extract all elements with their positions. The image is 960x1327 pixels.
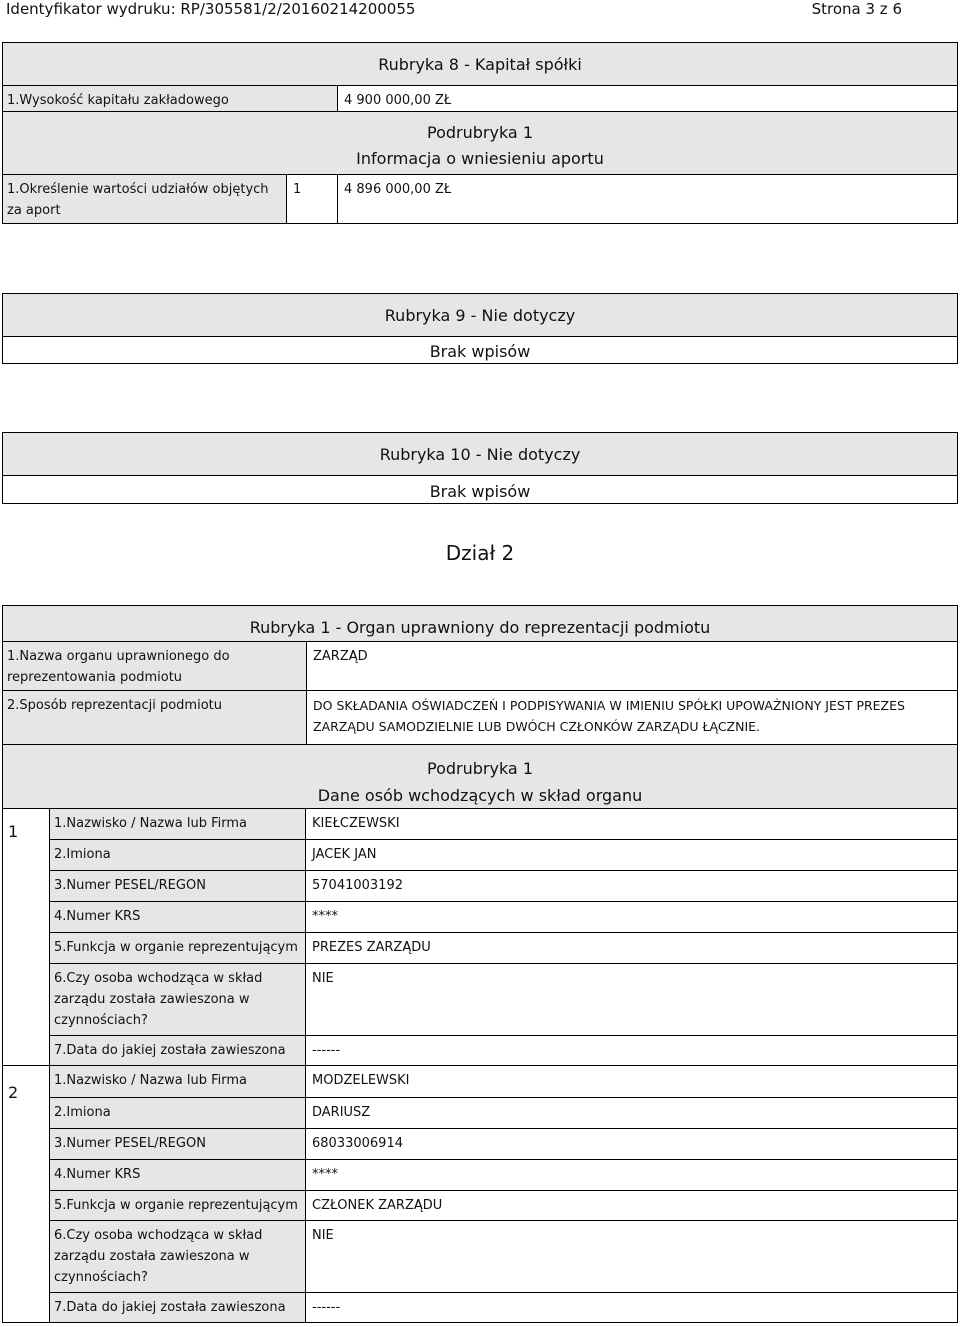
krs-value: ****	[305, 1159, 958, 1191]
krs-label: 4.Numer KRS	[49, 1159, 306, 1191]
rubryka8-header	[2, 42, 958, 86]
method-label: 2.Sposób reprezentacji podmiotu	[2, 690, 307, 745]
rubryka10-empty: Brak wpisów	[429, 482, 531, 501]
organ-value: ZARZĄD	[306, 641, 958, 691]
suspended-date-value: ------	[305, 1292, 958, 1323]
surname-value: MODZELEWSKI	[305, 1065, 958, 1098]
function-value: PREZES ZARZĄDU	[305, 932, 958, 964]
rubryka9-header	[2, 293, 958, 337]
suspended-value: NIE	[305, 963, 958, 1036]
surname-value: KIEŁCZEWSKI	[305, 808, 958, 840]
rubryka9-title: Rubryka 9 - Nie dotyczy	[384, 306, 576, 325]
aport-subheader	[2, 111, 958, 175]
organ-label: 1.Nazwa organu uprawnionego do reprezentowania podmiotu	[2, 641, 307, 691]
rubryka9-empty-row	[2, 336, 958, 364]
person-index: 1	[8, 822, 19, 841]
names-label: 2.Imiona	[49, 1097, 306, 1129]
capital-value: 4 900 000,00 ZŁ	[337, 85, 958, 112]
person-index: 2	[8, 1083, 19, 1102]
pesel-value: 57041003192	[305, 870, 958, 902]
suspended-date-label: 7.Data do jakiej została zawieszona	[49, 1035, 306, 1066]
function-label: 5.Funkcja w organie reprezentującym	[49, 1190, 306, 1221]
suspended-value: NIE	[305, 1220, 958, 1293]
rubryka1-header	[2, 605, 958, 642]
krs-value: ****	[305, 901, 958, 933]
function-label: 5.Funkcja w organie reprezentującym	[49, 932, 306, 964]
names-value: JACEK JAN	[305, 839, 958, 871]
suspended-date-value: ------	[305, 1035, 958, 1066]
rubryka10-empty-row	[2, 475, 958, 504]
names-label: 2.Imiona	[49, 839, 306, 871]
aport-subtitle2: Informacja o wniesieniu aportu	[356, 149, 604, 168]
names-value: DARIUSZ	[305, 1097, 958, 1129]
person-index-cell	[2, 808, 50, 1066]
pesel-label: 3.Numer PESEL/REGON	[49, 1128, 306, 1160]
rubryka8-title: Rubryka 8 - Kapitał spółki	[378, 55, 582, 74]
rubryka1-title: Rubryka 1 - Organ uprawniony do reprezentacji podmiotu	[249, 618, 711, 637]
suspended-label: 6.Czy osoba wchodząca w skład zarządu została zawieszona w czynnościach?	[49, 1220, 306, 1293]
rubryka10-header	[2, 432, 958, 476]
aport-label: 1.Określenie wartości udziałów objętych za aport	[2, 174, 287, 224]
persons-subtitle2: Dane osób wchodzących w skład organu	[317, 786, 643, 805]
aport-value: 4 896 000,00 ZŁ	[337, 174, 958, 224]
print-identifier: Identyfikator wydruku: RP/305581/2/20160214200055	[6, 0, 416, 18]
suspended-label: 6.Czy osoba wchodząca w skład zarządu została zawieszona w czynnościach?	[49, 963, 306, 1036]
aport-index: 1	[286, 174, 338, 224]
function-value: CZŁONEK ZARZĄDU	[305, 1190, 958, 1221]
suspended-date-label: 7.Data do jakiej została zawieszona	[49, 1292, 306, 1323]
persons-subtitle1: Podrubryka 1	[427, 759, 533, 778]
surname-label: 1.Nazwisko / Nazwa lub Firma	[49, 1065, 306, 1098]
pesel-label: 3.Numer PESEL/REGON	[49, 870, 306, 902]
section-title: Dział 2	[445, 541, 515, 565]
aport-subtitle1: Podrubryka 1	[427, 123, 533, 142]
page-number: Strona 3 z 6	[811, 0, 902, 18]
rubryka10-title: Rubryka 10 - Nie dotyczy	[379, 445, 581, 464]
method-value: DO SKŁADANIA OŚWIADCZEŃ I PODPISYWANIA W IMIENIU SPÓŁKI UPOWAŻNIONY JEST PREZES ZARZĄDU SAMODZIELNIE LUB DWÓCH CZŁONKÓW ZARZĄDU ŁĄCZNIE.	[306, 690, 958, 745]
pesel-value: 68033006914	[305, 1128, 958, 1160]
person-index-cell	[2, 1065, 50, 1323]
capital-label: 1.Wysokość kapitału zakładowego	[2, 85, 338, 112]
persons-subheader	[2, 744, 958, 809]
surname-label: 1.Nazwisko / Nazwa lub Firma	[49, 808, 306, 840]
rubryka9-empty: Brak wpisów	[429, 342, 531, 361]
krs-label: 4.Numer KRS	[49, 901, 306, 933]
